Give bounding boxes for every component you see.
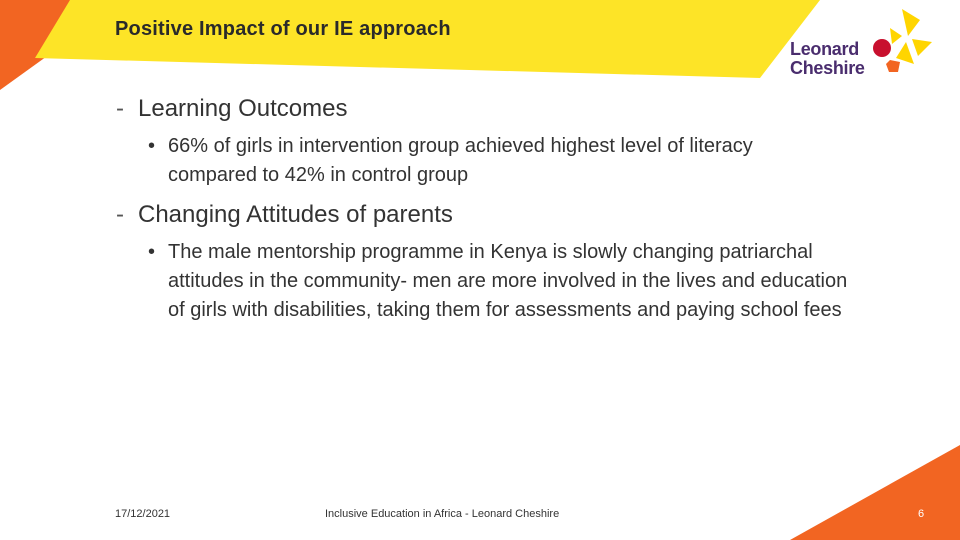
footer-date: 17/12/2021 [115,508,171,520]
bullet-text: 66% of girls in intervention group achieved highest level of literacy compared to 42% in control group [168,135,753,186]
heading-marker: - [116,201,124,228]
orange-corner-bottom-right [790,445,960,540]
leonard-cheshire-logo [790,40,865,78]
section-heading-learning-outcomes [116,95,347,123]
slide-title: Positive Impact of our IE approach [115,18,451,40]
heading-text: Learning Outcomes [138,95,348,122]
footer-center-text: Inclusive Education in Africa - Leonard Cheshire [325,508,560,520]
bullet-text: The male mentorship programme in Kenya is slowly changing patriarchal attitudes in the community- men are more involved in the lives and education of girls with disabilities, taking them for assessments and paying school fees [168,241,848,321]
bullet-changing-attitudes [148,238,848,325]
section-heading-changing-attitudes [116,201,453,229]
logo-line-1: Leonard [790,39,859,59]
bullet-marker: • [148,135,156,157]
page-number: 6 [918,508,925,520]
heading-text: Changing Attitudes of parents [138,201,453,228]
bullet-learning-outcomes [148,132,828,190]
logo-line-2: Cheshire [790,58,865,78]
logo-sunburst-icon [862,6,937,76]
bullet-marker: • [148,241,156,263]
heading-marker: - [116,95,124,122]
